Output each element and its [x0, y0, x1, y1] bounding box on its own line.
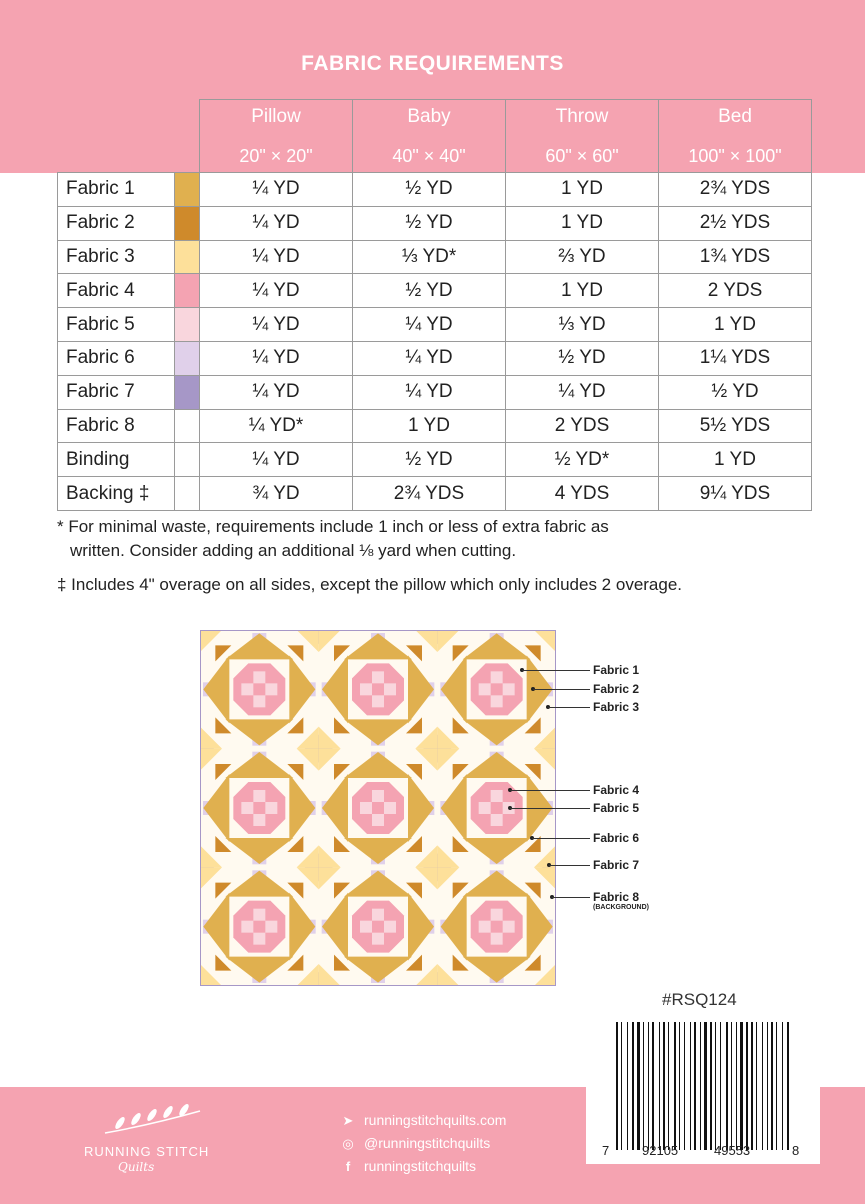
- barcode-bar: [787, 1022, 789, 1150]
- quilt-piece: [372, 683, 384, 695]
- callout-label: Fabric 2: [593, 682, 640, 696]
- callout-label: Fabric 4: [593, 783, 640, 797]
- barcode-bar: [700, 1022, 701, 1150]
- callout-leader: [549, 865, 590, 866]
- barcode-bar: [627, 1022, 628, 1150]
- yardage-cell: 1 YD: [353, 409, 506, 443]
- fabric-name: Fabric 3: [58, 240, 175, 274]
- yardage-cell: 2¾ YDS: [659, 173, 812, 207]
- yardage-cell: ¼ YD: [200, 443, 353, 477]
- callout-label: Fabric 7: [593, 858, 640, 872]
- callout-label: Fabric 5: [593, 801, 640, 815]
- yardage-cell: 2 YDS: [506, 409, 659, 443]
- barcode-bar: [652, 1022, 654, 1150]
- yardage-cell: ½ YD: [506, 341, 659, 375]
- yardage-cell: ¼ YD: [353, 341, 506, 375]
- fabric-name: Backing ‡: [58, 477, 175, 511]
- column-header-baby: Baby 40" × 40": [353, 100, 506, 173]
- color-swatch: [175, 443, 200, 477]
- quilt-piece: [253, 802, 265, 814]
- fabric-name: Fabric 8: [58, 409, 175, 443]
- color-swatch: [175, 274, 200, 308]
- color-swatch: [175, 375, 200, 409]
- color-swatch: [175, 341, 200, 375]
- barcode-bar: [771, 1022, 773, 1150]
- quilt-piece: [253, 683, 265, 695]
- barcode-bar: [726, 1022, 728, 1150]
- yardage-cell: ¼ YD*: [200, 409, 353, 443]
- yardage-cell: ½ YD: [353, 206, 506, 240]
- facebook-link[interactable]: f runningstitchquilts: [340, 1158, 476, 1174]
- yardage-cell: ½ YD: [353, 443, 506, 477]
- yardage-cell: ½ YD: [659, 375, 812, 409]
- quilt-piece: [372, 802, 384, 814]
- barcode-bar: [663, 1022, 665, 1150]
- quilt-piece: [372, 921, 384, 933]
- quilt-piece: [491, 683, 503, 695]
- yardage-cell: 1¼ YDS: [659, 341, 812, 375]
- yardage-cell: 2½ YDS: [659, 206, 812, 240]
- barcode-bar: [731, 1022, 732, 1150]
- yardage-cell: ½ YD: [353, 274, 506, 308]
- callout-label: Fabric 1: [593, 663, 640, 677]
- color-swatch: [175, 173, 200, 207]
- yardage-cell: ¼ YD: [506, 375, 659, 409]
- callout-leader: [548, 707, 590, 708]
- yardage-cell: ½ YD*: [506, 443, 659, 477]
- barcode-bar: [715, 1022, 716, 1150]
- yardage-cell: ⅓ YD*: [353, 240, 506, 274]
- table-row: [58, 206, 812, 240]
- yardage-cell: 2 YDS: [659, 274, 812, 308]
- column-header-throw: Throw 60" × 60": [506, 100, 659, 173]
- yardage-cell: 5½ YDS: [659, 409, 812, 443]
- barcode-bar: [776, 1022, 777, 1150]
- table-header-row: [58, 100, 812, 173]
- table-row: [58, 409, 812, 443]
- table-row: [58, 240, 812, 274]
- fabric-name: Fabric 1: [58, 173, 175, 207]
- barcode-bar: [674, 1022, 676, 1150]
- yardage-cell: ½ YD: [353, 173, 506, 207]
- column-header-bed: Bed 100" × 100": [659, 100, 812, 173]
- barcode-bar: [621, 1022, 622, 1150]
- brand-logo-icon: [100, 1103, 210, 1139]
- page-title: FABRIC REQUIREMENTS: [301, 52, 564, 75]
- barcode-bar: [659, 1022, 660, 1150]
- footnote-dagger: ‡ Includes 4" overage on all sides, except the pillow which only includes 2 overage.: [57, 575, 683, 594]
- color-swatch: [175, 240, 200, 274]
- barcode-bar: [720, 1022, 721, 1150]
- quilt-piece: [491, 921, 503, 933]
- barcode-bar: [746, 1022, 748, 1150]
- yardage-cell: ¼ YD: [353, 375, 506, 409]
- barcode-bar: [668, 1022, 669, 1150]
- barcode-bar: [762, 1022, 763, 1150]
- quilt-piece: [253, 921, 265, 933]
- yardage-cell: ⅓ YD: [506, 308, 659, 342]
- table-row: [58, 274, 812, 308]
- brand-subtitle: Quilts: [118, 1160, 155, 1174]
- fabric-name: Fabric 2: [58, 206, 175, 240]
- barcode-bar: [756, 1022, 757, 1150]
- color-swatch: [175, 308, 200, 342]
- yardage-cell: ⅔ YD: [506, 240, 659, 274]
- callout-leader: [510, 808, 590, 809]
- callout-leader: [532, 838, 590, 839]
- barcode-bar: [637, 1022, 640, 1150]
- yardage-cell: 4 YDS: [506, 477, 659, 511]
- table-row: [58, 341, 812, 375]
- barcode-bar: [710, 1022, 712, 1150]
- barcode-bar: [704, 1022, 707, 1150]
- yardage-cell: ¼ YD: [200, 375, 353, 409]
- callout-label: Fabric 3: [593, 700, 640, 714]
- cursor-icon: ➤: [342, 1113, 354, 1128]
- instagram-link[interactable]: ◎ @runningstitchquilts: [340, 1135, 490, 1152]
- yardage-cell: 1¾ YDS: [659, 240, 812, 274]
- quilt-diagram: [200, 630, 556, 986]
- barcode-bar: [648, 1022, 649, 1150]
- barcode-bar: [690, 1022, 691, 1150]
- sku-code: #RSQ124: [662, 990, 737, 1009]
- table-row: [58, 477, 812, 511]
- barcode-bar: [643, 1022, 644, 1150]
- yardage-cell: ¼ YD: [353, 308, 506, 342]
- barcode-bar: [736, 1022, 737, 1150]
- yardage-cell: ¼ YD: [200, 274, 353, 308]
- yardage-cell: 2¾ YDS: [353, 477, 506, 511]
- callout-label: Fabric 8 (BACKGROUND): [593, 890, 649, 911]
- brand-name: RUNNING STITCH: [84, 1144, 210, 1159]
- yardage-cell: ¼ YD: [200, 308, 353, 342]
- fabric-name: Binding: [58, 443, 175, 477]
- barcode: 7 92105 49553 8: [586, 1010, 820, 1164]
- quilt-piece: [491, 802, 503, 814]
- footnote-asterisk-line2: written. Consider adding an additional ⅛ yard when cutting.: [70, 541, 517, 560]
- yardage-cell: 9¼ YDS: [659, 477, 812, 511]
- color-swatch: [175, 206, 200, 240]
- barcode-bar: [782, 1022, 783, 1150]
- barcode-bar: [679, 1022, 680, 1150]
- callout-leader: [533, 689, 590, 690]
- color-swatch: [175, 409, 200, 443]
- barcode-bars: [586, 1010, 820, 1150]
- barcode-bar: [740, 1022, 743, 1150]
- barcode-bar: [767, 1022, 768, 1150]
- yardage-cell: ¾ YD: [200, 477, 353, 511]
- yardage-cell: ¼ YD: [200, 341, 353, 375]
- fabric-name: Fabric 6: [58, 341, 175, 375]
- yardage-cell: ¼ YD: [200, 206, 353, 240]
- yardage-cell: ¼ YD: [200, 240, 353, 274]
- barcode-bar: [632, 1022, 634, 1150]
- yardage-cell: 1 YD: [506, 206, 659, 240]
- callout-label: Fabric 6: [593, 831, 640, 845]
- callout-leader: [510, 790, 590, 791]
- table-row: [58, 308, 812, 342]
- yardage-cell: 1 YD: [659, 443, 812, 477]
- fabric-requirements-table: [57, 99, 812, 511]
- table-row: [58, 375, 812, 409]
- barcode-bar: [684, 1022, 685, 1150]
- fabric-name: Fabric 7: [58, 375, 175, 409]
- fabric-name: Fabric 5: [58, 308, 175, 342]
- barcode-bar: [751, 1022, 753, 1150]
- table-row: [58, 443, 812, 477]
- barcode-bar: [616, 1022, 618, 1150]
- table-row: [58, 173, 812, 207]
- yardage-cell: 1 YD: [506, 173, 659, 207]
- yardage-cell: 1 YD: [506, 274, 659, 308]
- fabric-name: Fabric 4: [58, 274, 175, 308]
- facebook-icon: f: [345, 1159, 351, 1174]
- column-header-pillow: Pillow 20" × 20": [200, 100, 353, 173]
- footnote-asterisk-line1: * For minimal waste, requirements include 1 inch or less of extra fabric as: [57, 517, 609, 536]
- callout-leader: [522, 670, 590, 671]
- color-swatch: [175, 477, 200, 511]
- yardage-cell: ¼ YD: [200, 173, 353, 207]
- callout-leader: [552, 897, 590, 898]
- website-link[interactable]: ➤ runningstitchquilts.com: [340, 1112, 506, 1129]
- yardage-cell: 1 YD: [659, 308, 812, 342]
- barcode-bar: [694, 1022, 696, 1150]
- instagram-icon: ◎: [342, 1136, 354, 1151]
